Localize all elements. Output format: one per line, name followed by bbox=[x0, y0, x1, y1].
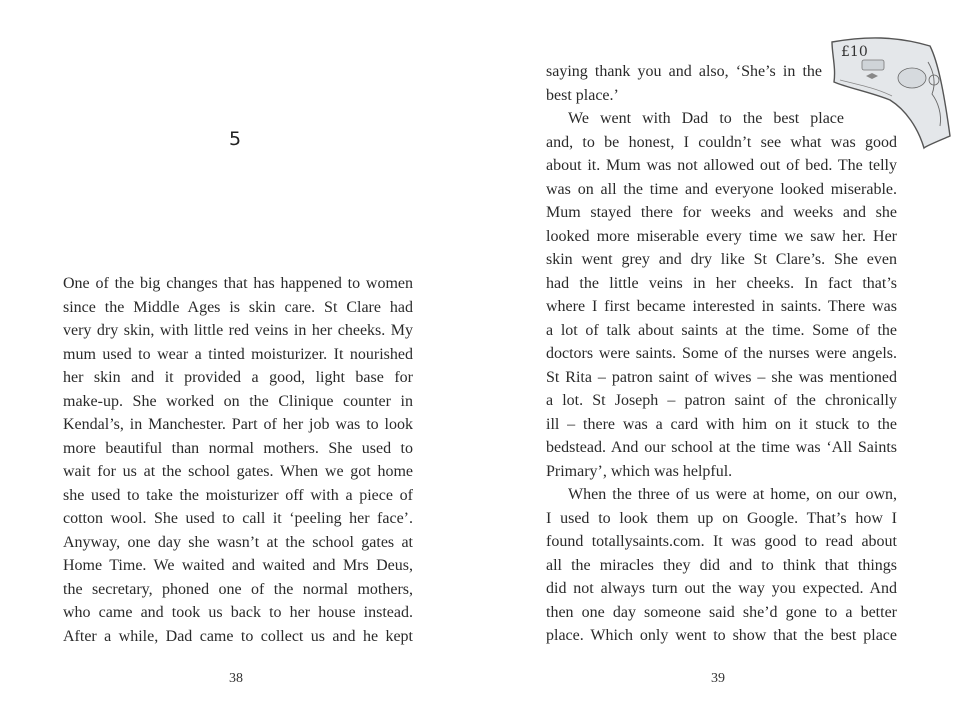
text-line: all the miracles they did and to think that things bbox=[546, 556, 897, 574]
text-line: mum used to wear a tinted moisturizer. It nourished bbox=[63, 345, 413, 363]
right-page-text bbox=[546, 60, 897, 648]
text-line: bedstead. And our school at the time was ‘All Saints bbox=[546, 439, 897, 456]
text-line: looked more miserable every time we saw her. Her bbox=[546, 227, 897, 245]
text-line: found totallysaints.com. It was good to read about bbox=[546, 533, 897, 550]
text-line: and, to be honest, I couldn’t see what was good bbox=[546, 133, 897, 151]
text-line: One of the big changes that has happened to women bbox=[63, 275, 413, 292]
text-line: Kendal’s, in Manchester. Part of her job was to look bbox=[63, 416, 413, 433]
text-line: who came and took us back to her house instead. bbox=[63, 604, 413, 621]
text-line: Mum stayed there for weeks and weeks and she bbox=[546, 204, 897, 221]
text-line: very dry skin, with little red veins in her cheeks. My bbox=[63, 322, 413, 339]
page-number-left: 38 bbox=[229, 671, 243, 686]
text-line: more beautiful than normal mothers. She used to bbox=[63, 439, 413, 457]
text-line: St Rita – patron saint of wives – she was mentioned bbox=[546, 368, 897, 386]
text-line: cotton wool. She used to call it ‘peeling her face’. bbox=[63, 510, 413, 527]
text-line: about it. Mum was not allowed out of bed. The telly bbox=[546, 157, 897, 174]
text-line: Anyway, one day she wasn’t at the school gates at bbox=[63, 533, 413, 551]
text-line: did not always turn out the way you expected. And bbox=[546, 580, 897, 597]
page-number-right: 39 bbox=[711, 671, 725, 686]
text-line: the secretary, phoned one of the normal mothers, bbox=[63, 580, 413, 598]
text-line: I used to look them up on Google. That’s how I bbox=[546, 509, 897, 527]
text-line: her skin and it provided a good, light base for bbox=[63, 369, 413, 386]
left-page-text bbox=[63, 272, 413, 648]
text-line: best place.’ bbox=[546, 86, 619, 104]
banknote-value: £10 bbox=[841, 44, 868, 60]
text-line: since the Middle Ages is skin care. St Clare had bbox=[63, 298, 413, 316]
text-line: make-up. She worked on the Clinique counter in bbox=[63, 392, 413, 410]
text-line: Primary’, which was helpful. bbox=[546, 462, 733, 480]
text-line: ill – there was a card with him on it stuck to the bbox=[546, 415, 897, 433]
text-line: After a while, Dad came to collect us and he kept bbox=[63, 627, 413, 645]
text-line: she used to take the moisturizer off with a piece of bbox=[63, 486, 413, 504]
banknote-portrait bbox=[898, 68, 926, 88]
text-line: a lot of talk about saints at the time. Some of the bbox=[546, 321, 897, 339]
text-line: a lot. St Joseph – patron saint of the chronically bbox=[546, 392, 897, 409]
text-line: was on all the time and everyone looked miserable. bbox=[546, 180, 897, 198]
text-line: had the little veins in her cheeks. In fact that’s bbox=[546, 274, 897, 292]
text-line: place. Which only went to show that the best place bbox=[546, 627, 897, 644]
text-line: saying thank you and also, ‘She’s in the bbox=[546, 63, 822, 80]
text-line: We went with Dad to the best place bbox=[568, 110, 844, 127]
text-line: When the three of us were at home, on our own, bbox=[568, 486, 897, 503]
text-line: then one day someone said she’d gone to a better bbox=[546, 603, 897, 621]
chapter-number: 5 bbox=[229, 128, 242, 150]
text-line: where I first became interested in saints. There was bbox=[546, 298, 897, 315]
text-line: wait for us at the school gates. When we got home bbox=[63, 463, 413, 480]
text-line: skin went grey and dry like St Clare’s. She even bbox=[546, 251, 897, 268]
text-line: Home Time. We waited and waited and Mrs Deus, bbox=[63, 557, 413, 574]
right-page bbox=[480, 0, 960, 728]
text-line: doctors were saints. Some of the nurses were angels. bbox=[546, 345, 897, 362]
